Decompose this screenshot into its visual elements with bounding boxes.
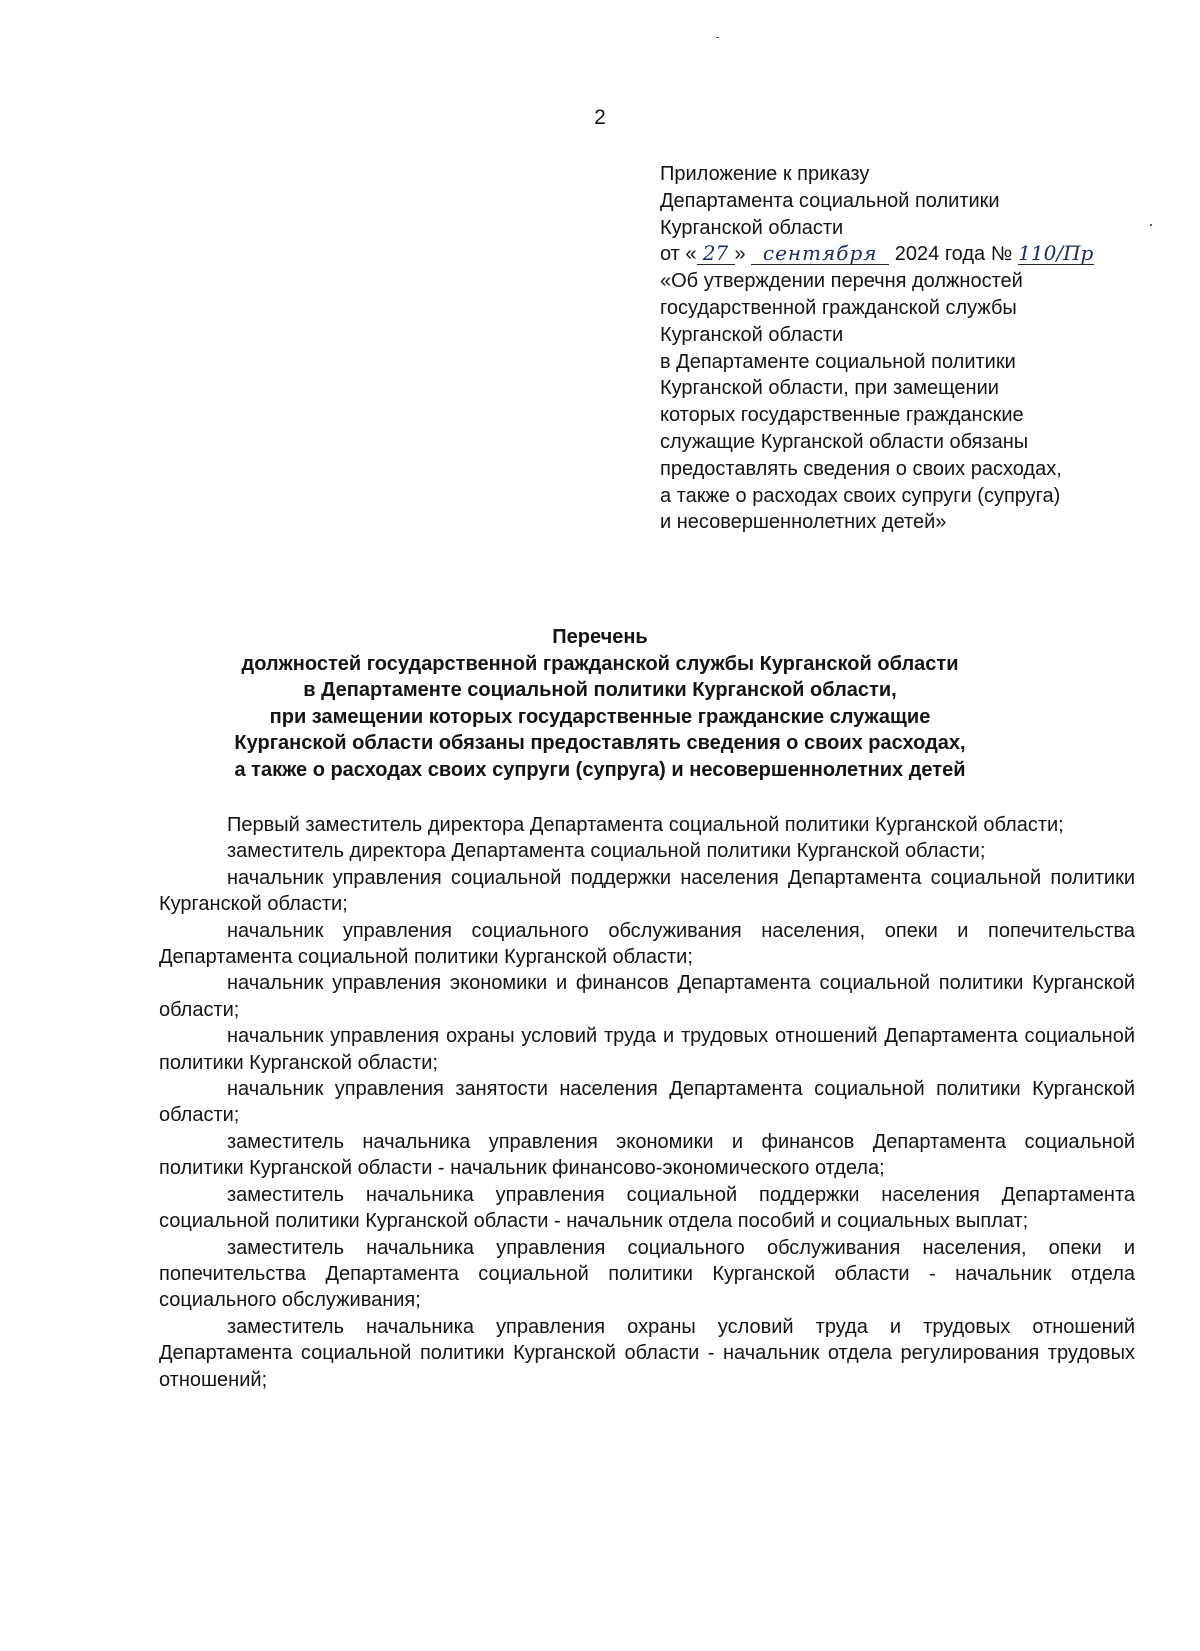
title-line: при замещении которых государственные гражданские служащие [269,705,931,728]
appendix-line: Курганской области [660,216,844,239]
positions-list [159,812,1135,1393]
title-line: Перечень [552,626,648,648]
position-item: Первый заместитель директора Департамента социальной политики Курганской области; [227,814,1064,836]
appendix-line: «Об утверждении перечня должностей [660,270,1023,293]
title-line: должностей государственной гражданской службы Курганской области [241,652,959,675]
date-mid: » [734,243,752,266]
appendix-line: Департамента социальной политики [660,189,1000,212]
appendix-line: и несовершеннолетних детей» [660,511,947,534]
position-item: начальник управления занятости населения Департамента социальной политики Курганской области; [159,1078,1135,1127]
appendix-line: служащие Курганской области обязаны [660,430,1029,453]
handwritten-order-number: 110/Пр [1018,241,1094,266]
date-prefix: от « [660,243,697,266]
appendix-line: Курганской области [660,323,844,346]
position-item: начальник управления социального обслуживания населения, опеки и попечительства Департамента социальной политики Курганской области; [159,919,1135,969]
appendix-line: Приложение к приказу [660,163,870,185]
appendix-line: в Департаменте социальной политики [660,350,1016,373]
position-item: заместитель директора Департамента социальной политики Курганской области; [227,840,986,863]
title-line: в Департаменте социальной политики Курганской области, [303,679,897,701]
scan-artifact [1150,224,1152,226]
document-title [120,624,1080,783]
appendix-block [660,161,1130,536]
position-item: заместитель начальника управления экономики и финансов Департамента социальной политики Курганской области - начальник финансово-экономического отдела; [159,1130,1135,1180]
position-item: начальник управления экономики и финансов Департамента социальной политики Курганской области; [159,972,1135,1021]
appendix-line: которых государственные гражданские [660,404,1024,427]
handwritten-month: сентября [751,242,889,265]
appendix-date-line [660,241,1130,268]
position-item: заместитель начальника управления социальной поддержки населения Департамента социальной политики Курганской области - начальник отдела пособий и социальных выплат; [159,1183,1135,1233]
appendix-line: Курганской области, при замещении [660,377,999,400]
appendix-line: а также о расходах своих супруги (супруга) [660,484,1061,507]
title-line: Курганской области обязаны предоставлять сведения о своих расходах, [234,732,966,754]
position-item: начальник управления социальной поддержки населения Департамента социальной политики Курганской области; [159,866,1135,916]
title-line: а также о расходах своих супруги (супруга) и несовершеннолетних детей [234,758,966,781]
position-item: начальник управления охраны условий труда и трудовых отношений Департамента социальной политики Курганской области; [159,1025,1135,1074]
scan-artifact [716,37,719,38]
page-number: 2 [594,106,606,129]
appendix-line: предоставлять сведения о своих расходах, [660,457,1062,480]
appendix-line: государственной гражданской службы [660,296,1017,319]
handwritten-day: 27 [697,242,735,265]
date-year: 2024 года № [889,243,1018,266]
position-item: заместитель начальника управления охраны условий труда и трудовых отношений Департамента социальной политики Курганской области - начальник отдела регулирования трудовых отношений; [159,1315,1135,1391]
position-item: заместитель начальника управления социального обслуживания населения, опеки и попечительства Департамента социальной политики Курганской области - начальник отдела социального обслуживания; [159,1236,1135,1312]
